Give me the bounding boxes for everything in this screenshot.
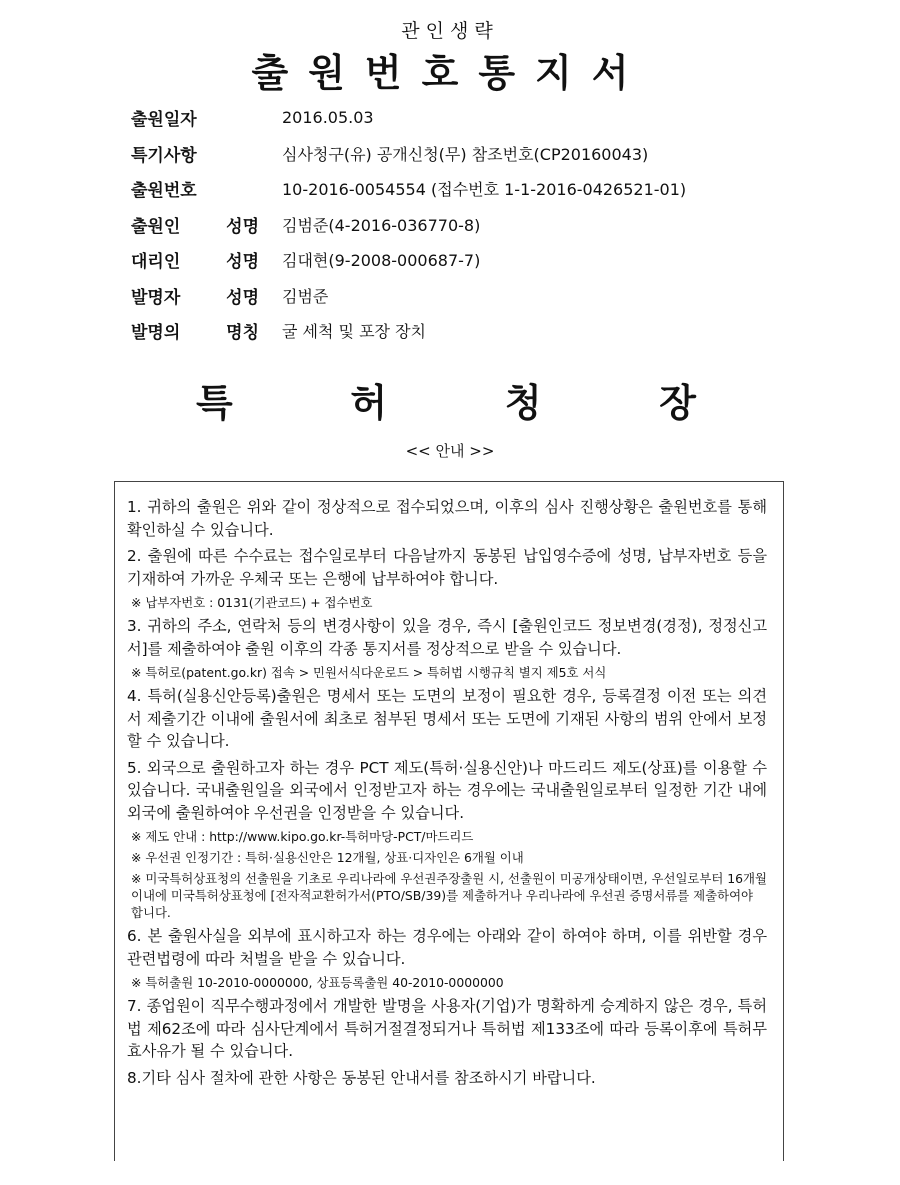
guide-heading: << 안내 >> [405, 442, 495, 460]
application-info [131, 100, 831, 349]
info-label: 출원일자 [131, 110, 197, 131]
info-row-filing-date [131, 100, 831, 136]
guide-note: ※ 특허로(patent.go.kr) 접속 > 민원서식다운로드 > 특허법 시행규칙 별지 제5호 서식 [131, 665, 607, 680]
guide-item-3: 3. 귀하의 주소, 연락처 등의 변경사항이 있을 경우, 즉시 [출원인코드 정보변경(경정), 정정신고서]를 제출하여야 출원 이후의 각종 통지서를 정상적으로 받을 수 있습니다. [127, 617, 767, 658]
info-label: 출원번호 [131, 181, 197, 202]
info-value: 김대현(9-2008-000687-7) [282, 251, 481, 271]
guide-note: ※ 납부자번호 : 0131(기관코드) + 접수번호 [131, 595, 373, 610]
guide-item-2: 2. 출원에 따른 수수료는 접수일로부터 다음날까지 동봉된 납입영수증에 성명, 납부자번호 등을 기재하여 가까운 우체국 또는 은행에 납부하여야 합니다. [127, 547, 767, 588]
info-value: 굴 세척 및 포장 장치 [282, 322, 426, 342]
document-title: 출원번호통지서 [251, 51, 649, 95]
info-row-agent [131, 242, 831, 278]
info-label: 출원인 성명 [131, 216, 259, 237]
info-label: 발명자 성명 [131, 287, 259, 308]
guide-box [114, 481, 784, 1161]
info-label: 대리인 성명 [131, 252, 259, 273]
document-subtitle: 관인생략 [401, 20, 499, 42]
info-value: 10-2016-0054554 (접수번호 1-1-2016-0426521-01) [282, 180, 687, 200]
info-value: 2016.05.03 [282, 108, 374, 128]
info-row-inventor [131, 278, 831, 314]
info-label: 발명의 명칭 [131, 323, 259, 344]
info-value: 김범준(4-2016-036770-8) [282, 215, 481, 235]
info-row-invention-title [131, 313, 831, 349]
guide-item-8: 8.기타 심사 절차에 관한 사항은 동봉된 안내서를 참조하시기 바랍니다. [127, 1068, 596, 1087]
guide-note: ※ 특허출원 10-2010-0000000, 상표등록출원 40-2010-0000000 [131, 975, 504, 990]
info-label: 특기사항 [131, 145, 197, 166]
guide-item-4: 4. 특허(실용신안등록)출원은 명세서 또는 도면의 보정이 필요한 경우, 등록결정 이전 또는 의견서 제출기간 이내에 출원서에 최초로 첨부된 명세서 또는 도면에 기재된 사항의 범위 안에서 보정할 수 있습니다. [127, 687, 767, 750]
issuer-char: 특 [196, 381, 233, 425]
guide-item-7: 7. 종업원이 직무수행과정에서 개발한 발명을 사용자(기업)가 명확하게 승계하지 않은 경우, 특허법 제62조에 따라 심사단계에서 특허거절결정되거나 특허법 제133조에 따라 등록이후에 특허무효사유가 될 수 있습니다. [127, 997, 767, 1060]
guide-item-1: 1. 귀하의 출원은 위와 같이 정상적으로 접수되었으며, 이후의 심사 진행상황은 출원번호를 통해 확인하실 수 있습니다. [127, 498, 767, 539]
issuer-char: 허 [350, 381, 388, 425]
guide-note: ※ 제도 안내 : http://www.kipo.go.kr-특허마당-PCT/마드리드 [131, 829, 474, 844]
guide-note: ※ 미국특허상표청의 선출원을 기초로 우리나라에 우선권주장출원 시, 선출원이 미공개상태이면, 우선일로부터 16개월 이내에 미국특허상표청에 [전자적교환허가서(PTO/SB/39)를 제출하거나 우리나라에 우선권 증명서류를 제출하여야 합니다. [131, 871, 767, 920]
info-row-application-number [131, 171, 831, 207]
issuer-char: 청 [504, 381, 542, 425]
issuer-signature [196, 372, 696, 427]
guide-note: ※ 우선권 인정기간 : 특허·실용신안은 12개월, 상표·디자인은 6개월 이내 [131, 850, 524, 865]
issuer-char: 장 [659, 381, 696, 425]
guide-item-6: 6. 본 출원사실을 외부에 표시하고자 하는 경우에는 아래와 같이 하여야 하며, 이를 위반할 경우 관련법령에 따라 처벌을 받을 수 있습니다. [127, 927, 767, 968]
guide-item-5: 5. 외국으로 출원하고자 하는 경우 PCT 제도(특허·실용신안)나 마드리드 제도(상표)를 이용할 수 있습니다. 국내출원일을 외국에서 인정받고자 하는 경우에는 국내출원일로부터 일정한 기간 내에 외국에 출원하여야 우선권을 인정받을 수 있습니다. [127, 758, 767, 822]
info-value: 김범준 [282, 286, 329, 306]
info-value: 심사청구(유) 공개신청(무) 참조번호(CP20160043) [282, 144, 649, 164]
info-row-applicant [131, 207, 831, 243]
info-row-special-notes [131, 136, 831, 172]
